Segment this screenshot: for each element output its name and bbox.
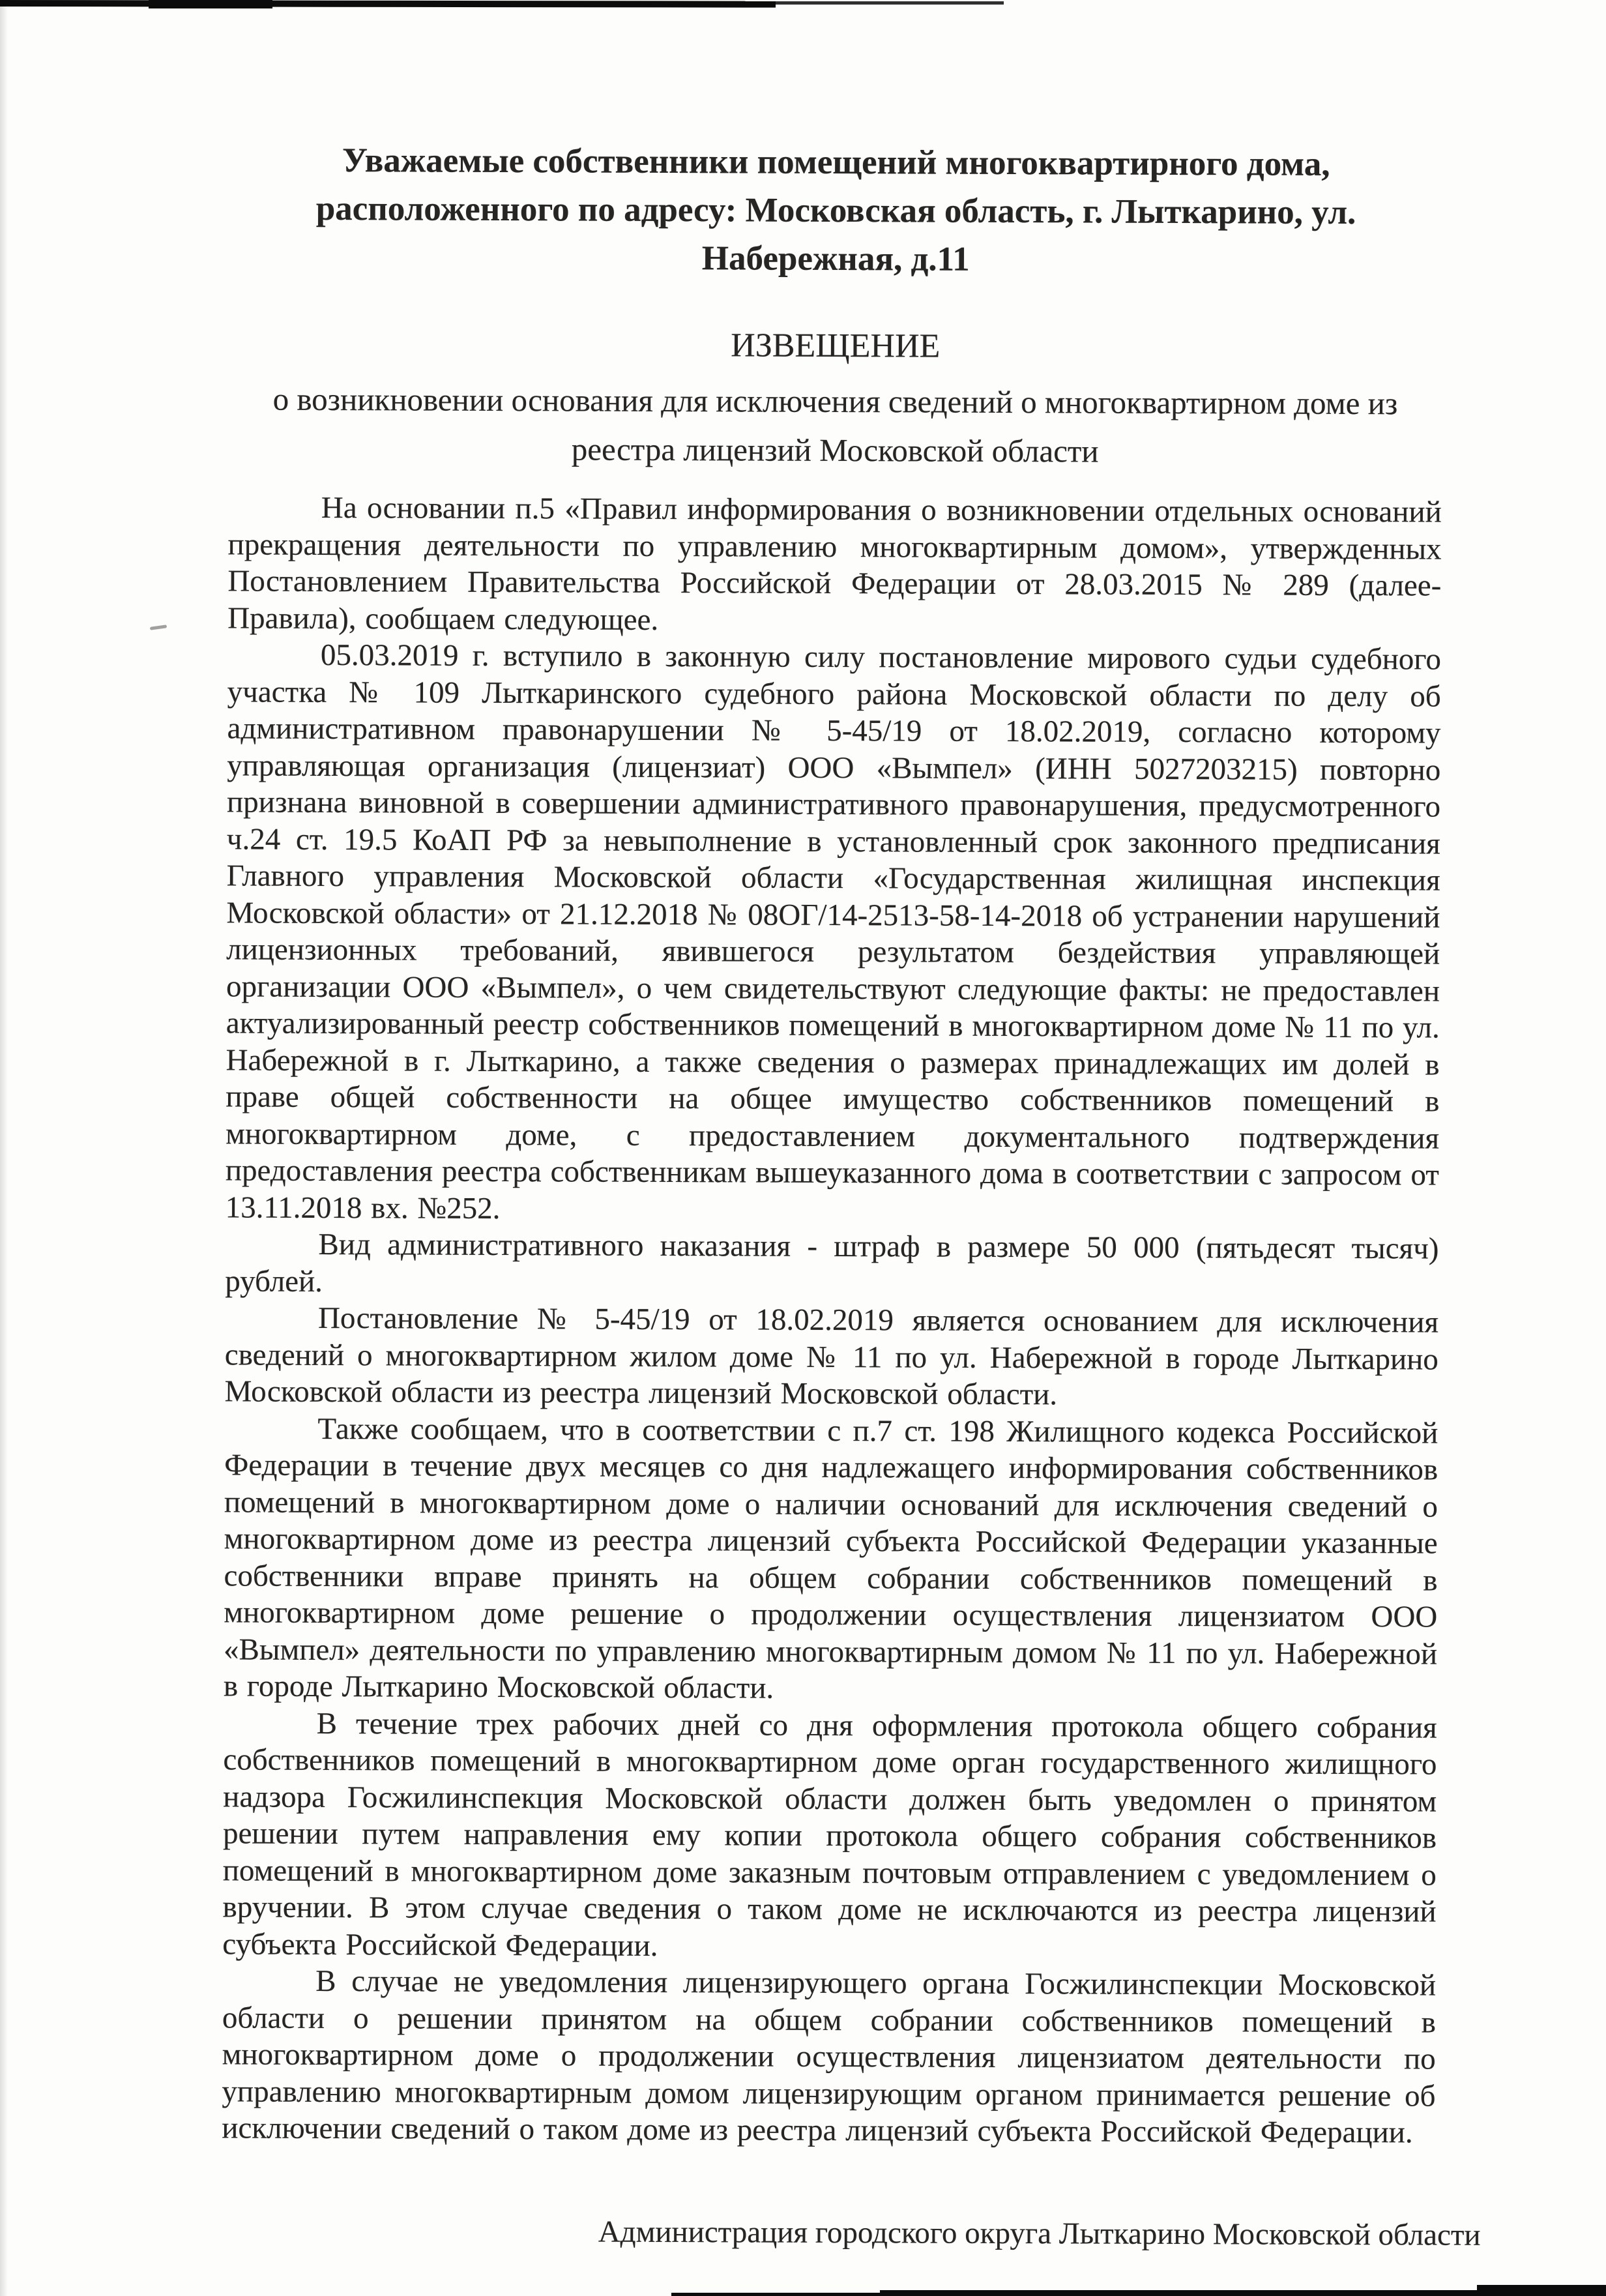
body-paragraph: На основании п.5 «Правил информирования о возникновении отдельных оснований прекращения деятельности по управлению многоквартирным домом», утвержденных Постановлением Правительства Российской Федерации от 28.03.2015 № 289 (далее- Правила), сообщаем следующее. xyxy=(227,490,1442,637)
body-paragraph: В течение трех рабочих дней со дня оформления протокола общего собрания собственников помещений в многоквартирном доме орган государственного жилищного надзора Госжилинспекция Московской области должен быть уведомлен о принятом решении путем направления ему копии протокола общего собрания собственников помещений в многоквартирном доме заказным почтовым отправлением с уведомлением о вручении. В этом случае сведения о таком доме не исключаются из реестра лицензий субъекта Российской Федерации. xyxy=(222,1706,1437,1963)
document-body xyxy=(222,489,1442,2151)
scan-artifact-top-strip xyxy=(0,0,776,8)
body-paragraph: 05.03.2019 г. вступило в законную силу постановление мирового судьи судебного участка № 109 Лыткаринского судебного района Московской области по делу об административном правонарушении № 5-45/19 от 18.02.2019, согласно которому управляющая организация (лицензиат) ООО «Вымпел» (ИНН 5027203215) повторно признана виновной в совершении административного правонарушения, предусмотренного ч.24 ст. 19.5 КоАП РФ за невыполнение в установленный срок законного предписания Главного управления Московской области «Государственная жилищная инспекция Московской области» от 21.12.2018 № 08ОГ/14-2513-58-14-2018 об устранении нарушений лицензионных требований, явившегося результатом бездействия управляющей организации ООО «Вымпел», о чем свидетельствуют следующие факты: не предоставлен актуализированный реестр собственников помещений в многоквартирном доме № 11 по ул. Набережной в г. Лыткарино, а также сведения о размерах принадлежащих им долей в праве общей собственности на общее имущество собственников помещений в многоквартирном доме, с предоставлением документального подтверждения предоставления реестра собственникам вышеуказанного дома в соответствии с запросом от 13.11.2018 вх. №252. xyxy=(225,638,1442,1226)
body-paragraph: В случае не уведомления лицензирующего органа Госжилинспекции Московской области о решении принятом на общем собрании собственников помещений в многоквартирном доме о продолжении осуществления лицензиатом деятельности по управлению многоквартирным домом лицензирующим органом принимается решение об исключении сведений о таком доме из реестра лицензий субъекта Российской Федерации. xyxy=(222,1964,1437,2150)
scan-artifact-top-strip-blob xyxy=(149,0,272,8)
document-content xyxy=(222,136,1481,2253)
scan-artifact-top-strip-thin xyxy=(750,1,1004,5)
document-title: Уважаемые собственники помещений многоквартирного дома, расположенного по адресу: Московская область, г. Лыткарино, ул. Набережная, д.11 xyxy=(315,141,1356,278)
signature-line: Администрация городского округа Лыткарино Московской области xyxy=(598,2215,1481,2252)
notice-heading: ИЗВЕЩЕНИЕ xyxy=(731,327,941,365)
body-paragraph: Постановление № 5-45/19 от 18.02.2019 является основанием для исключения сведений о многоквартирном жилом доме № 11 по ул. Набережной в городе Лыткарино Московской области из реестра лицензий Московской области. xyxy=(224,1301,1439,1412)
body-paragraph: Вид административного наказания - штраф в размере 50 000 (пятьдесят тысяч) рублей. xyxy=(225,1227,1439,1299)
body-paragraph: Также сообщаем, что в соответствии с п.7 ст. 198 Жилищного кодекса Российской Федерации в течение двух месяцев со дня надлежащего информирования собственников помещений в многоквартирном доме о наличии оснований для исключения сведений о многоквартирном доме из реестра лицензий субъекта Российской Федерации указанные собственники вправе принять на общем собрании собственников помещений в многоквартирном доме решение о продолжении осуществления лицензиатом ООО «Вымпел» деятельности по управлению многоквартирным домом № 11 по ул. Набережной в городе Лыткарино Московской области. xyxy=(223,1411,1438,1705)
scan-artifact-bottom-strip-corner xyxy=(1477,2285,1606,2296)
scan-left-edge-shading xyxy=(0,0,8,2296)
notice-subheading: о возникновении основания для исключения сведений о многоквартирном доме из реестра лицензий Московской области xyxy=(272,381,1398,469)
scan-speck xyxy=(150,625,167,630)
